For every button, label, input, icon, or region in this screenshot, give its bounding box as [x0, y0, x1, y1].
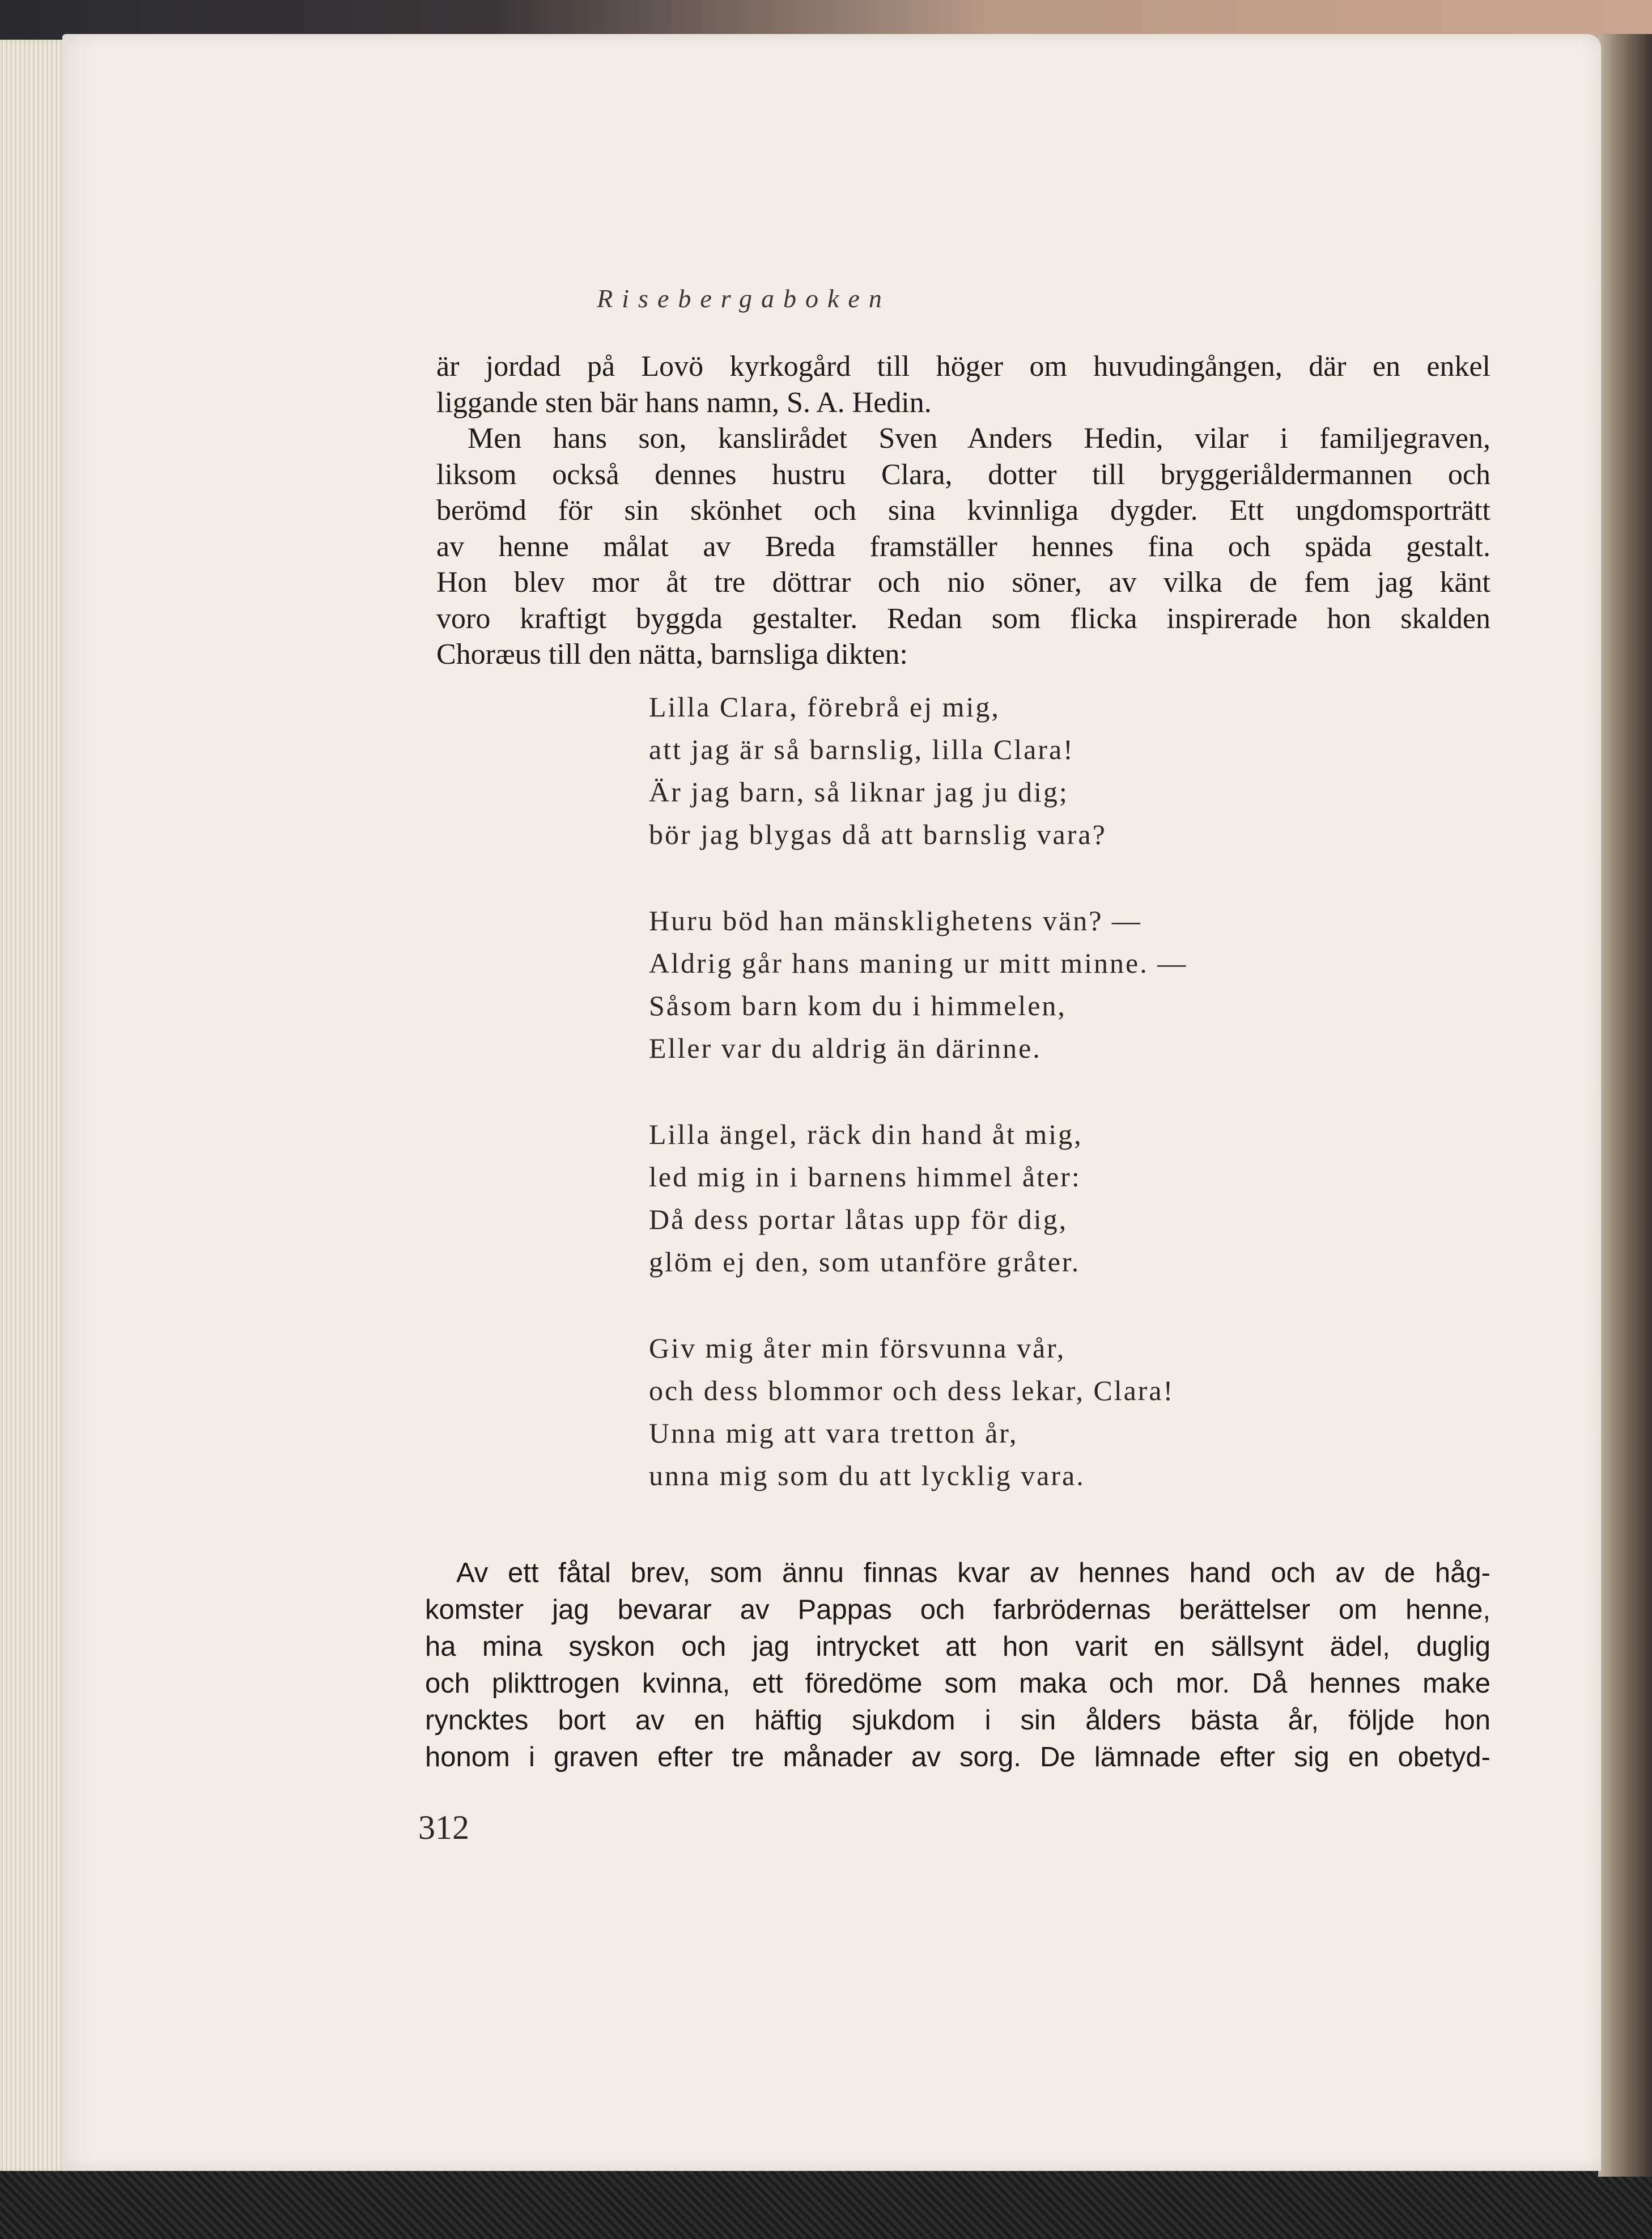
poem	[649, 686, 1329, 1541]
prose-line: ryncktes bort av en häftig sjukdom i sin ålders bästa år, följde hon	[425, 1705, 1490, 1736]
book-page	[62, 34, 1601, 2171]
prose-line: är jordad på Lovö kyrkogård till höger om huvudingången, där en enkel	[436, 350, 1490, 383]
page-number: 312	[418, 1809, 469, 1846]
poem-line: Då dess portar låtas upp för dig,	[649, 1203, 1068, 1235]
poem-line: Huru böd han mänsklighetens vän? —	[649, 905, 1142, 936]
poem-line: unna mig som du att lycklig vara.	[649, 1460, 1085, 1491]
prose-line: liksom också dennes hustru Clara, dotter till bryggeriåldermannen och	[436, 458, 1490, 491]
poem-stanza	[649, 1327, 1329, 1497]
poem-line: Eller var du aldrig än därinne.	[649, 1032, 1042, 1064]
poem-line: Lilla ängel, räck din hand åt mig,	[649, 1118, 1083, 1150]
prose-line: ha mina syskon och jag intrycket att hon varit en sällsynt ädel, duglig	[425, 1631, 1490, 1662]
poem-line: Aldrig går hans maning ur mitt minne. —	[649, 947, 1188, 979]
poem-line: och dess blommor och dess lekar, Clara!	[649, 1375, 1175, 1406]
prose-top	[436, 349, 1490, 673]
prose-line: liggande sten bär hans namn, S. A. Hedin.	[436, 386, 932, 419]
prose-bottom	[425, 1555, 1490, 1776]
prose-line: voro kraftigt byggda gestalter. Redan som flicka inspirerade hon skalden	[436, 602, 1490, 635]
poem-line: glöm ej den, som utanföre gråter.	[649, 1246, 1081, 1278]
prose-line: Av ett fåtal brev, som ännu finnas kvar av hennes hand och av de håg-	[456, 1558, 1490, 1588]
prose-line: Men hans son, kanslirådet Sven Anders Hedin, vilar i familjegraven,	[468, 422, 1490, 455]
poem-line: att jag är så barnslig, lilla Clara!	[649, 733, 1075, 765]
prose-line: Hon blev mor åt tre döttrar och nio söner, av vilka de fem jag känt	[436, 566, 1490, 599]
facing-page-edge	[1598, 34, 1652, 2177]
poem-line: Giv mig åter min försvunna vår,	[649, 1332, 1066, 1364]
page-edge-stack	[0, 40, 68, 2171]
running-header: Risebergaboken	[597, 284, 891, 313]
poem-line: bör jag blygas då att barnslig vara?	[649, 819, 1107, 850]
prose-line: av henne målat av Breda framställer hennes fina och späda gestalt.	[436, 530, 1490, 563]
poem-stanza	[649, 1113, 1329, 1283]
poem-line: Är jag barn, så liknar jag ju dig;	[649, 776, 1069, 808]
poem-line: Lilla Clara, förebrå ej mig,	[649, 691, 1000, 723]
poem-line: led mig in i barnens himmel åter:	[649, 1161, 1081, 1193]
prose-line: berömd för sin skönhet och sina kvinnliga dygder. Ett ungdomsporträtt	[436, 494, 1490, 527]
prose-line: och plikttrogen kvinna, ett föredöme som maka och mor. Då hennes make	[425, 1668, 1490, 1699]
poem-stanza	[649, 686, 1329, 856]
poem-line: Unna mig att vara tretton år,	[649, 1417, 1018, 1449]
prose-line: komster jag bevarar av Pappas och farbrödernas berättelser om henne,	[425, 1595, 1490, 1625]
prose-line: honom i graven efter tre månader av sorg. De lämnade efter sig en obetyd-	[425, 1742, 1490, 1772]
poem-line: Såsom barn kom du i himmelen,	[649, 990, 1067, 1021]
poem-stanza	[649, 900, 1329, 1070]
prose-line: Choræus till den nätta, barnsliga dikten:	[436, 638, 908, 671]
